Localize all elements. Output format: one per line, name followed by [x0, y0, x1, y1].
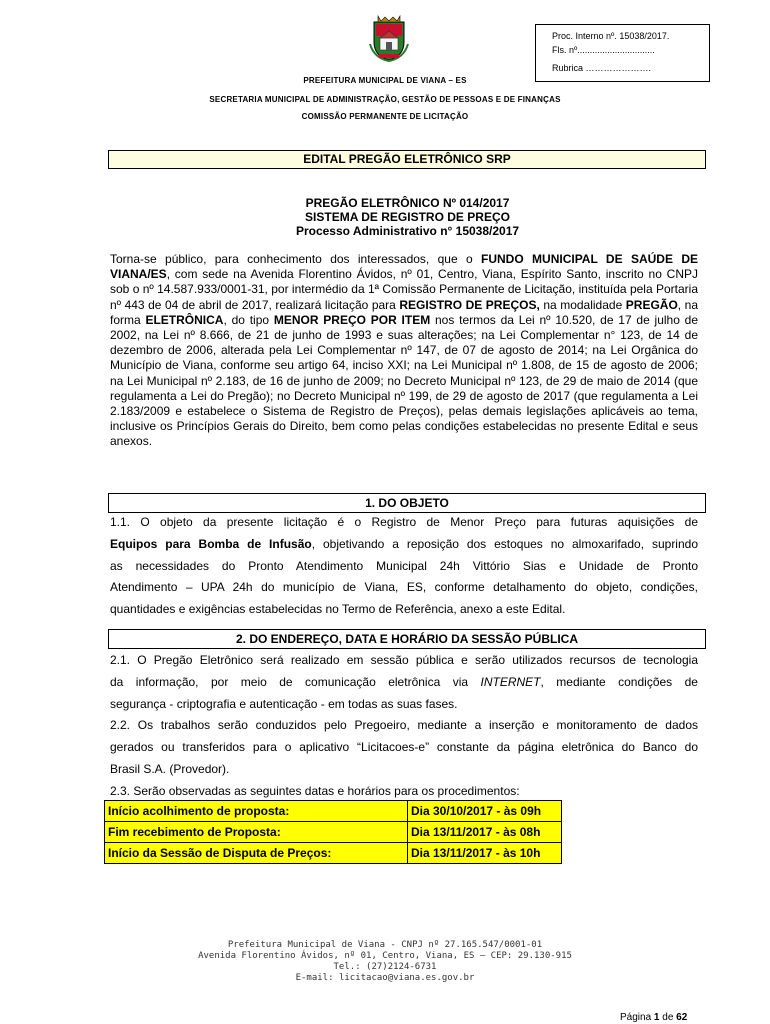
rubrica: Rubrica ………………….: [552, 63, 652, 73]
footer-email-line: E-mail: licitacao@viana.es.gov.br: [295, 973, 475, 983]
header-secretaria: SECRETARIA MUNICIPAL DE ADMINISTRAÇÃO, GESTÃO DE PESSOAS E DE FINANÇAS: [209, 95, 561, 104]
footer-cnpj: Prefeitura Municipal de Viana - CNPJ nº 27.165.547/0001-01: [227, 940, 543, 950]
process-stamp-box: [535, 24, 710, 82]
process-number: Proc. Interno nº. 15038/2017.: [552, 31, 670, 41]
header-comissao: COMISSÃO PERMANENTE DE LICITAÇÃO: [301, 112, 469, 121]
section-sessao-title: 2. DO ENDEREÇO, DATA E HORÁRIO DA SESSÃO PÚBLICA: [108, 629, 706, 649]
date-label: Início acolhimento de proposta:: [105, 801, 408, 822]
section-sessao-text: 2.1. O Pregão Eletrônico será realizado em sessão pública e serão utilizados recursos de tecnologia da informação, por meio de comunicação eletrônica via INTERNET, mediante condições de segurança - criptografia e autenticação - em todas as suas fases. 2.2. Os trabalhos serão conduzidos pelo Pregoeiro, mediante a inserção e monitoramento de dados gerados ou transferidos para o aplicativo “Licitacoes-e” constante da página eletrônica do Banco do Brasil S.A. (Provedor). 2.3. Serão observadas as seguintes datas e horários para os procedimentos:: [110, 653, 698, 798]
header-prefeitura: PREFEITURA MUNICIPAL DE VIANA – ES: [303, 76, 467, 85]
table-row: [105, 843, 562, 864]
intro-paragraph: Torna-se público, para conhecimento dos interessados, que o FUNDO MUNICIPAL DE SAÚDE DE VIANA/ES, com sede na Avenida Florentino Ávidos, nº 01, Centro, Viana, Espírito Santo, inscrito no CNPJ sob o nº 14.587.933/0001-31, por intermédio da 1ª Comissão Permanente de Licitação, instituída pela Portaria nº 443 de 04 de abril de 2017, realizará licitação para REGISTRO DE PREÇOS, na modalidade PREGÃO, na forma ELETRÔNICA, do tipo MENOR PREÇO POR ITEM nos termos da Lei nº 10.520, de 17 de julho de 2002, na Lei nº 8.666, de 21 de junho de 1993 e suas alterações; na Lei Complementar n° 123, de 14 de dezembro de 2006, alterada pela Lei Complementar nº 147, de 07 de agosto de 2014; na Lei Orgânica do Município de Viana, conforme seu artigo 64, inciso XXI; na Lei Municipal nº 1.808, de 15 de agosto de 2006; na Lei Municipal nº 2.183, de 16 de junho de 2009; no Decreto Municipal nº 123, de 29 de maio de 2014 (que regulamenta a Lei do Pregão); no Decreto Municipal nº 199, de 29 de agosto de 2017 (que regulamenta a Lei 2.183/2009 e estabelece o Sistema de Registro de Preços), pelas demais legislações aplicáveis ao tema, inclusive os Princípios Gerais do Direito, bem como pelas condições estabelecidas no presente Edital e seus anexos.: [110, 252, 699, 449]
table-row: [105, 822, 562, 843]
processo-administrativo: Processo Administrativo n° 15038/2017: [295, 224, 520, 238]
date-value: Dia 13/11/2017 - às 08h: [408, 822, 562, 843]
page-number: Página 1 de 62: [620, 1012, 688, 1023]
date-label: Início da Sessão de Disputa de Preços:: [105, 843, 408, 864]
dates-table: [104, 800, 562, 864]
section-objeto-text: 1.1. O objeto da presente licitação é o Registro de Menor Preço para futuras aquisições de Equipos para Bomba de Infusão, objetivando a reposição dos estoques no almoxarifado, suprindo as necessidades do Pronto Atendimento Municipal 24h Vittório Sias e Unidade de Pronto Atendimento – UPA 24h do município de Viana, ES, conforme detalhamento do objeto, condições, quantidades e exigências estabelecidas no Termo de Referência, anexo a este Edital.: [110, 515, 698, 617]
table-row: [105, 801, 562, 822]
sheet-number: Fls. nº...............................: [552, 45, 655, 55]
section-objeto-title: 1. DO OBJETO: [108, 493, 706, 513]
date-value: Dia 13/11/2017 - às 10h: [408, 843, 562, 864]
footer-phone: Tel.: (27)2124-6731: [333, 962, 437, 972]
municipal-crest-icon: [368, 14, 410, 62]
registro-preco-title: SISTEMA DE REGISTRO DE PREÇO: [305, 210, 510, 224]
footer-address: Avenida Florentino Ávidos, nº 01, Centro, Viana, ES – CEP: 29.130-915: [198, 951, 572, 961]
date-value: Dia 30/10/2017 - às 09h: [408, 801, 562, 822]
date-label: Fim recebimento de Proposta:: [105, 822, 408, 843]
pregao-number: PREGÃO ELETRÔNICO Nº 014/2017: [305, 196, 510, 210]
footer-email-link[interactable]: licitacao@viana.es.gov.br: [338, 973, 475, 983]
edital-title: EDITAL PREGÃO ELETRÔNICO SRP: [108, 150, 706, 169]
